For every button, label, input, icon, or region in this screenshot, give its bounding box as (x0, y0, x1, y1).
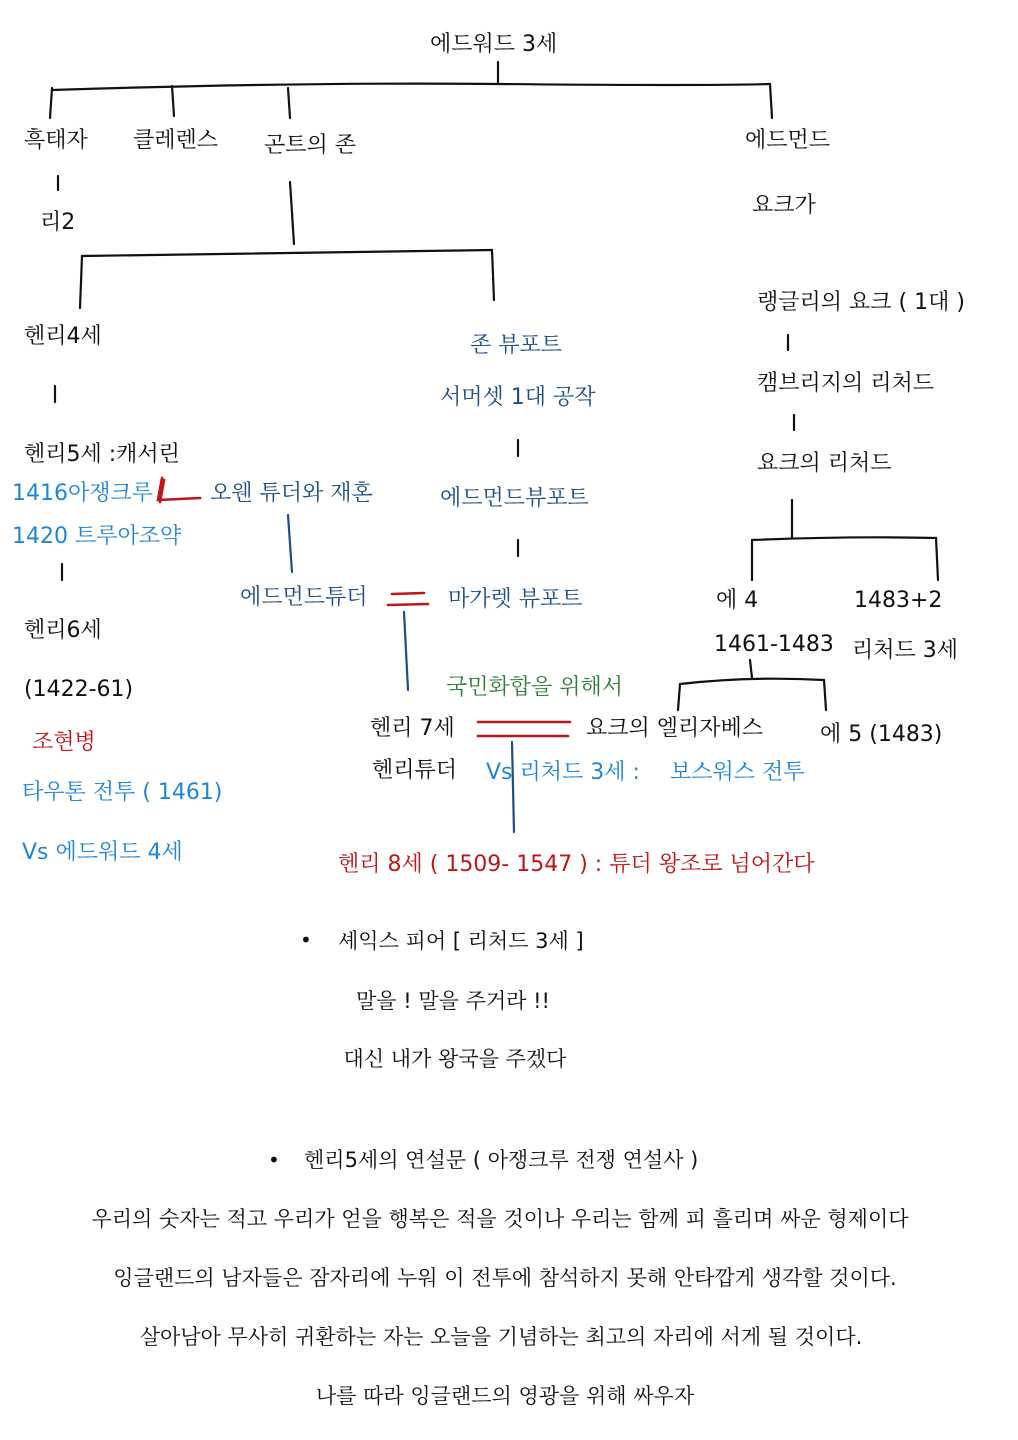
child-clarence: 클레렌스 (133, 128, 219, 153)
child-edmund: 에드먼드 (745, 128, 831, 153)
root-edward3: 에드워드 3세 (430, 32, 558, 57)
henry-tudor-label: 헨리튜더 (372, 758, 458, 783)
richard3-years: 1483+2 (854, 588, 943, 613)
speech-line-4: 나를 따라 잉글랜드의 영광을 위해 싸우자 (315, 1384, 695, 1408)
edward5-label: 에 5 (1483) (820, 722, 943, 747)
shakespeare-heading: 셰익스 피어 [ 리처드 3세 ] (338, 929, 584, 953)
henry5-label: 헨리5세 :캐서린 (24, 442, 180, 467)
henry6-label: 헨리6세 (24, 618, 102, 643)
owen-tudor-label: 오웬 튜더와 재혼 (210, 481, 373, 506)
somerset-label: 서머셋 1대 공작 (440, 385, 596, 410)
langley-york-label: 랭글리의 요크 ( 1대 ) (757, 290, 965, 315)
richard2-label: 리2 (40, 210, 76, 235)
bullet-marker: • (268, 1148, 280, 1172)
vs-richard3-label: Vs 리처드 3세 : (486, 760, 640, 785)
bullet-marker: • (300, 928, 312, 952)
cambridge-richard-label: 캠브리지의 리처드 (757, 371, 935, 396)
edward4-label: 에 4 (716, 588, 759, 613)
margaret-beaufort-label: 마가렛 뷰포트 (448, 587, 583, 612)
edmund-beaufort-label: 에드먼드뷰포트 (440, 486, 589, 511)
child-black-prince: 흑태자 (24, 128, 88, 153)
henry7-label: 헨리 7세 (370, 716, 455, 741)
bosworth-battle-label: 보스워스 전투 (670, 760, 805, 785)
john-beaufort-label: 존 뷰포트 (470, 333, 563, 358)
speech-line-1: 우리의 숫자는 적고 우리가 얻을 행복은 적을 것이나 우리는 함께 피 흘리며 싸운 형제이다 (91, 1207, 909, 1231)
henry8-label: 헨리 8세 ( 1509- 1547 ) : 튜더 왕조로 넘어간다 (338, 852, 815, 877)
edward4-years: 1461-1483 (714, 632, 834, 657)
edmund-tudor-label: 에드먼드튜더 (240, 585, 368, 610)
richard-york-label: 요크의 리처드 (757, 451, 892, 476)
house-of-york-label: 요크가 (752, 193, 816, 218)
reconciliation-label: 국민화합을 위해서 (446, 675, 624, 700)
vs-edward4-label: Vs 에드워드 4세 (22, 840, 183, 865)
schizophrenia-label: 조현병 (32, 730, 96, 755)
shakespeare-line-2: 대신 내가 왕국을 주겠다 (343, 1047, 567, 1071)
henry4-label: 헨리4세 (24, 324, 102, 349)
speech-heading: 헨리5세의 연설문 ( 아쟁크루 전쟁 연설사 ) (304, 1148, 699, 1172)
child-john-gaunt: 곤트의 존 (264, 133, 357, 158)
speech-line-2: 잉글랜드의 남자들은 잠자리에 누워 이 전투에 참석하지 못해 안타깝게 생각할 것이다. (113, 1266, 897, 1290)
shakespeare-line-1: 말을 ! 말을 주거라 !! (356, 989, 550, 1013)
towton-battle-label: 타우톤 전투 ( 1461) (22, 780, 223, 805)
troyes-treaty-label: 1420 트루아조약 (12, 524, 182, 549)
henry6-years: (1422-61) (24, 677, 134, 702)
elizabeth-york-label: 요크의 엘리자베스 (586, 716, 764, 741)
agincourt-label: 1416아쟁크루 (12, 481, 153, 506)
richard3-label: 리처드 3세 (852, 638, 958, 663)
speech-line-3: 살아남아 무사히 귀환하는 자는 오늘을 기념하는 최고의 자리에 서게 될 것이다. (139, 1325, 863, 1349)
